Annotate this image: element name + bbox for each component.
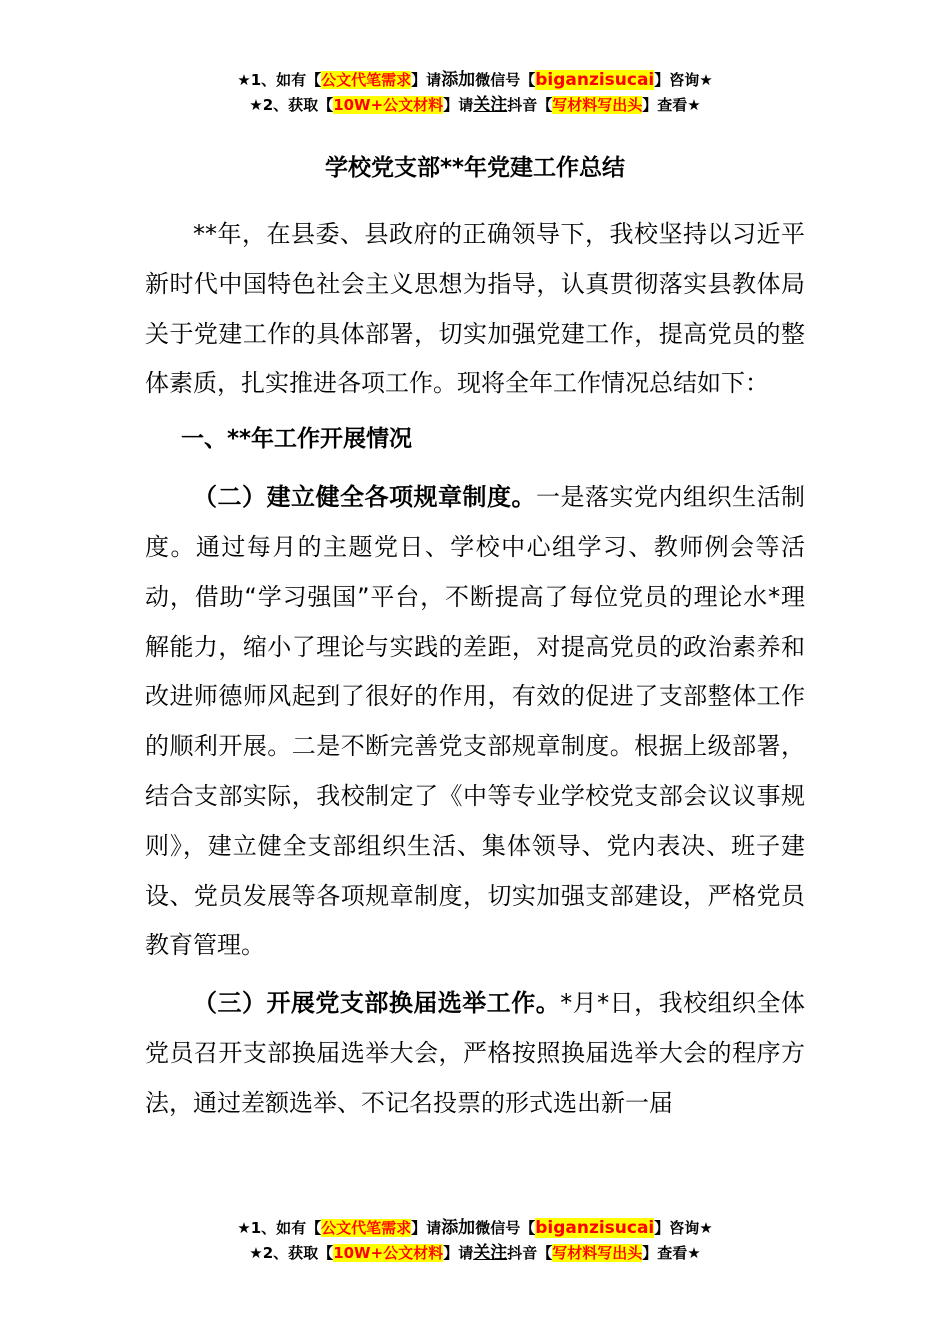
banner-emphasis: 添加	[441, 70, 476, 90]
banner-text: 】查看★	[642, 1244, 701, 1262]
banner-text: 抖音【	[507, 96, 553, 114]
banner-emphasis: 添加	[441, 1218, 476, 1238]
banner-emphasis: 关注	[473, 1243, 508, 1263]
banner-wechat-id: biganzisucai	[535, 1218, 655, 1238]
item-2-paragraph	[145, 473, 805, 971]
banner-line-1	[0, 1216, 950, 1241]
item-3-lead: （三）开展党支部换届选举工作。	[193, 989, 561, 1018]
banner-text: ★2、获取【	[249, 1244, 334, 1262]
banner-text: 】查看★	[642, 96, 701, 114]
banner-highlight: 公文代笔需求	[321, 71, 412, 89]
banner-line-2	[0, 93, 950, 118]
banner-text: ★1、如有【	[237, 1219, 322, 1237]
item-2-lead: （二）建立健全各项规章制度。	[193, 483, 536, 512]
banner-text: ★2、获取【	[249, 96, 334, 114]
document-body	[145, 148, 805, 1129]
section-heading: 一、**年工作开展情况	[181, 426, 413, 453]
banner-douyin-id: 写材料写出头	[552, 1244, 643, 1262]
item-3-body: *月*日，我校组织全体党员召开支部换届选举大会，严格按照换届选举大会的程序方法，通过差额选举、不记名投票的形式选出新一届	[145, 989, 806, 1117]
footer-banner	[0, 1216, 950, 1266]
banner-text: 微信号【	[475, 1219, 536, 1237]
banner-text: 】请	[411, 1219, 442, 1237]
banner-highlight: 10W+公文材料	[333, 96, 444, 114]
banner-douyin-id: 写材料写出头	[552, 96, 643, 114]
banner-text: 】请	[443, 1244, 474, 1262]
banner-emphasis: 关注	[473, 95, 508, 115]
banner-text: 】咨询★	[654, 71, 713, 89]
header-banner	[0, 68, 950, 118]
document-title: 学校党支部**年党建工作总结	[324, 155, 626, 181]
banner-text: 】请	[443, 96, 474, 114]
banner-text: 】请	[411, 71, 442, 89]
banner-line-2	[0, 1241, 950, 1266]
item-3-paragraph	[145, 979, 805, 1128]
banner-line-1	[0, 68, 950, 93]
item-2-body: 一是落实党内组织生活制度。通过每月的主题党日、学校中心组学习、教师例会等活动，借助“学习强国”平台，不断提高了每位党员的理论水*理解能力，缩小了理论与实践的差距，对提高党员的政治素养和改进师德师风起到了很好的作用，有效的促进了支部整体工作的顺利开展。二是不断完善党支部规章制度。根据上级部署，结合支部实际，我校制定了《中等专业学校党支部会议议事规则》，建立健全支部组织生活、集体领导、党内表决、班子建设、党员发展等各项规章制度，切实加强支部建设，严格党员教育管理。	[145, 483, 805, 960]
intro-paragraph: **年，在县委、县政府的正确领导下，我校坚持以习近平新时代中国特色社会主义思想为指导，认真贯彻落实县教体局关于党建工作的具体部署，切实加强党建工作，提高党员的整体素质，扎实推进各项工作。现将全年工作情况总结如下：	[145, 220, 805, 398]
banner-highlight: 10W+公文材料	[333, 1244, 444, 1262]
banner-text: 】咨询★	[654, 1219, 713, 1237]
banner-text: 抖音【	[507, 1244, 553, 1262]
banner-wechat-id: biganzisucai	[535, 70, 655, 90]
banner-text: ★1、如有【	[237, 71, 322, 89]
banner-highlight: 公文代笔需求	[321, 1219, 412, 1237]
banner-text: 微信号【	[475, 71, 536, 89]
